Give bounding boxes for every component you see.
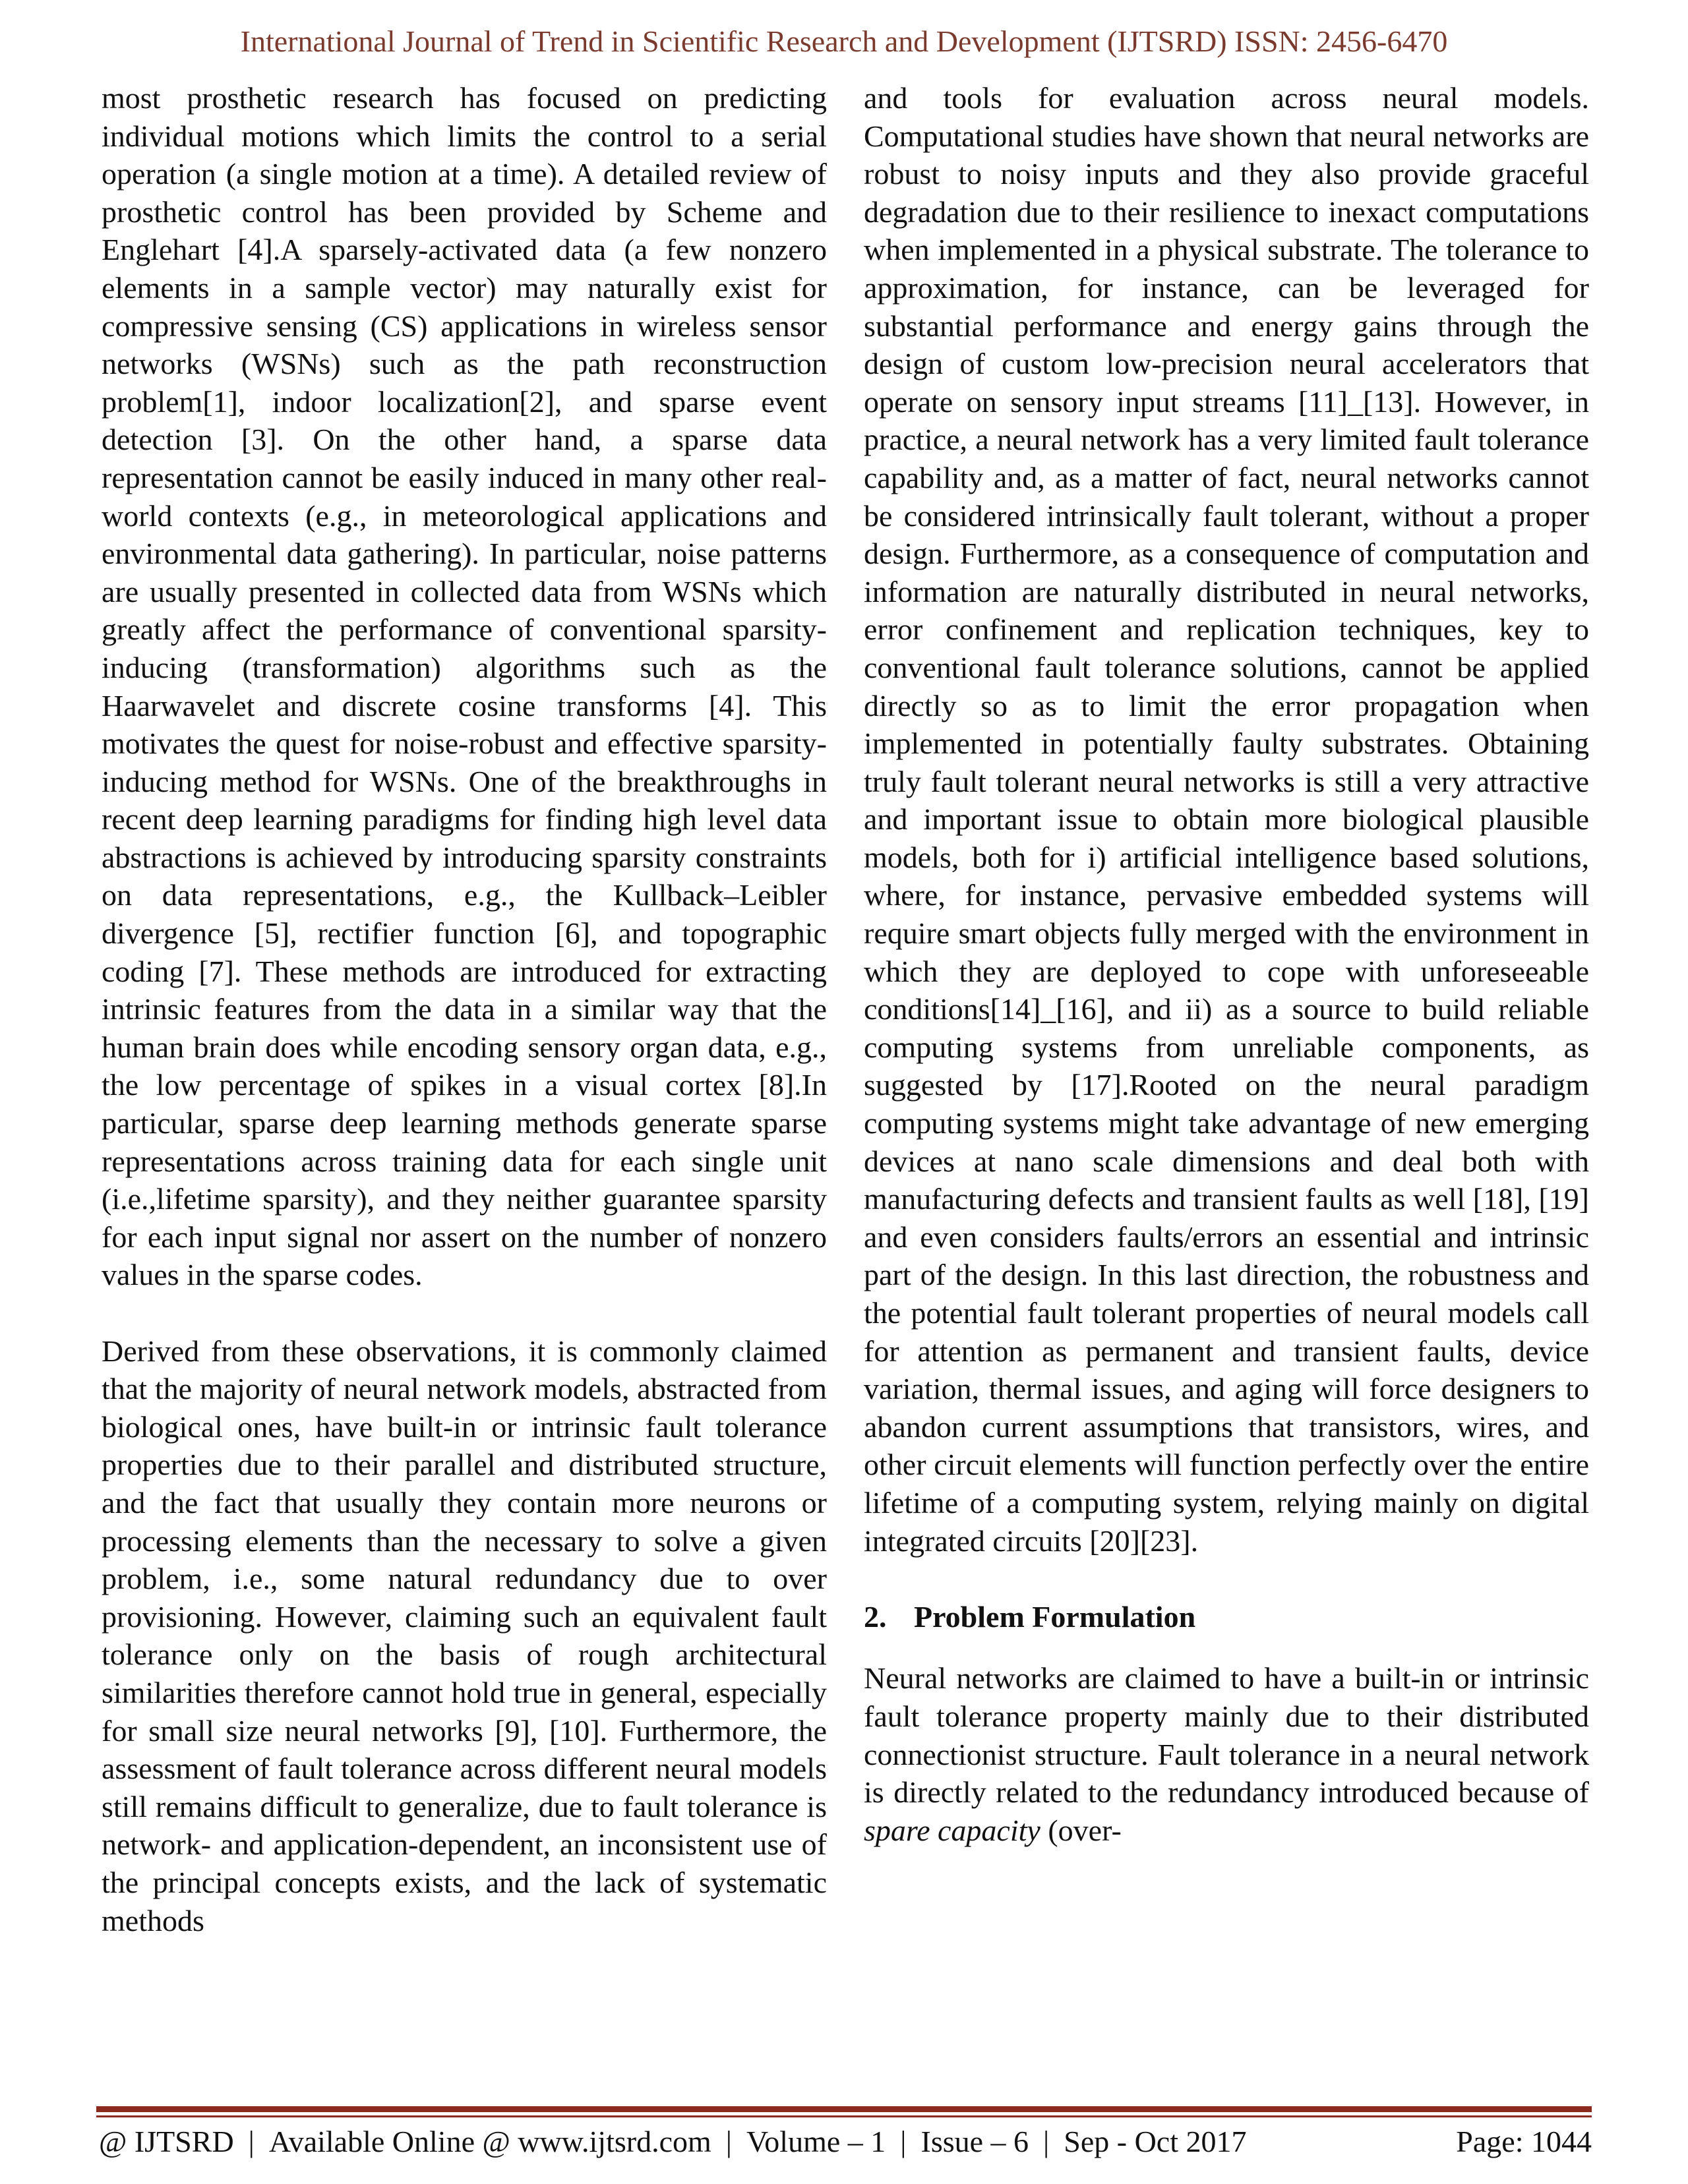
right-column	[864, 79, 1589, 1849]
left-column	[102, 79, 827, 1939]
paragraph-fault-tolerance-claims: Derived from these observations, it is commonly claimed that the majority of neural network models, abstracted from biological ones, have built-in or intrinsic fault tolerance properties due to their parallel and distributed structure, and the fact that usually they contain more neurons or processing elements than the necessary to solve a given problem, i.e., some natural redundancy due to over provisioning. However, claiming such an equivalent fault tolerance only on the basis of rough architectural similarities therefore cannot hold true in general, especially for small size neural networks [9], [10]. Furthermore, the assessment of fault tolerance across different neural models still remains difficult to generalize, due to fault tolerance is network- and application-dependent, an inconsistent use of the principal concepts exists, and the lack of systematic methods	[102, 1334, 827, 1937]
footer-rule-thin	[96, 2115, 1592, 2117]
paragraph-italic-term: spare capacity	[864, 1813, 1040, 1847]
footer-separator: |	[248, 2125, 255, 2158]
footer-available-online: Available Online @ www.ijtsrd.com	[268, 2125, 711, 2158]
footer-issue: Issue – 6	[920, 2125, 1029, 2158]
footer-page-number: Page: 1044	[1456, 2125, 1592, 2158]
paragraph-continued: most prosthetic research has focused on predicting individual motions which limits the control to a serial operation (a single motion at a time). A detailed review of prosthetic control has been provided by Scheme and Englehart [4].A sparsely-activated data (a few nonzero elements in a sample vector) may naturally exist for compressive sensing (CS) applications in wireless sensor networks (WSNs) such as the path reconstruction problem[1], indoor localization[2], and sparse event detection [3]. On the other hand, a sparse data representation cannot be easily induced in many other real-world contexts (e.g., in meteorological applications and environmental data gathering). In particular, noise patterns are usually presented in collected data from WSNs which greatly affect the performance of conventional sparsity-inducing (transformation) algorithms such as the Haarwavelet and discrete cosine transforms [4]. This motivates the quest for noise-robust and effective sparsity-inducing method for WSNs. One of the breakthroughs in recent deep learning paradigms for finding high level data abstractions is achieved by introducing sparsity constraints on data representations, e.g., the Kullback–Leibler divergence [5], rectifier function [6], and topographic coding [7]. These methods are introduced for extracting intrinsic features from the data in a similar way that the human brain does while encoding sensory organ data, e.g., the low percentage of spikes in a visual cortex [8].In particular, sparse deep learning methods generate sparse representations across training data for each single unit (i.e.,lifetime sparsity), and they neither guarantee sparsity for each input signal nor assert on the number of nonzero values in the sparse codes.	[102, 81, 827, 1292]
footer-separator: |	[725, 2125, 732, 2158]
paragraph-evaluation-tools: and tools for evaluation across neural models. Computational studies have shown that neural networks are robust to noisy inputs and they also provide graceful degradation due to their resilience to inexact computations when implemented in a physical substrate. The tolerance to approximation, for instance, can be leveraged for substantial performance and energy gains through the design of custom low-precision neural accelerators that operate on sensory input streams [11]_[13]. However, in practice, a neural network has a very limited fault tolerance capability and, as a matter of fact, neural networks cannot be considered intrinsically fault tolerant, without a proper design. Furthermore, as a consequence of computation and information are naturally distributed in neural networks, error confinement and replication techniques, key to conventional fault tolerance solutions, cannot be applied directly so as to limit the error propagation when implemented in potentially faulty substrates. Obtaining truly fault tolerant neural networks is still a very attractive and important issue to obtain more biological plausible models, both for i) artificial intelligence based solutions, where, for instance, pervasive embedded systems will require smart objects fully merged with the environment in which they are deployed to cope with unforeseeable conditions[14]_[16], and ii) as a source to build reliable computing systems from unreliable components, as suggested by [17].Rooted on the neural paradigm computing systems might take advantage of new emerging devices at nano scale dimensions and deal both with manufacturing defects and transient faults as well [18], [19] and even considers faults/errors an essential and intrinsic part of the design. In this last direction, the robustness and the potential fault tolerant properties of neural models call for attention as permanent and transient faults, device variation, thermal issues, and aging will force designers to abandon current assumptions that transistors, wires, and other circuit elements will function perfectly over the entire lifetime of a computing system, relying mainly on digital integrated circuits [20][23].	[864, 81, 1589, 1558]
paragraph-text-end: (over-	[1040, 1813, 1122, 1847]
page-footer	[99, 2124, 1592, 2159]
footer-left	[99, 2124, 1247, 2159]
paragraph-problem-formulation	[864, 1659, 1589, 1849]
footer-journal: @ IJTSRD	[99, 2125, 234, 2158]
paragraph-text-start: Neural networks are claimed to have a built-in or intrinsic fault tolerance property mainly due to their distributed connectionist structure. Fault tolerance in a neural network is directly related to the redundancy introduced because of	[864, 1661, 1589, 1810]
running-header: International Journal of Trend in Scientific Research and Development (IJTSRD) ISSN: 2456-6470	[240, 24, 1448, 58]
section-title: Problem Formulation	[914, 1599, 1196, 1634]
footer-date: Sep - Oct 2017	[1064, 2125, 1247, 2158]
section-number: 2.	[864, 1599, 887, 1634]
footer-separator: |	[900, 2125, 907, 2158]
footer-rule-thick	[96, 2106, 1592, 2112]
section-heading	[864, 1598, 1589, 1636]
footer-volume: Volume – 1	[746, 2125, 886, 2158]
footer-separator: |	[1043, 2125, 1050, 2158]
